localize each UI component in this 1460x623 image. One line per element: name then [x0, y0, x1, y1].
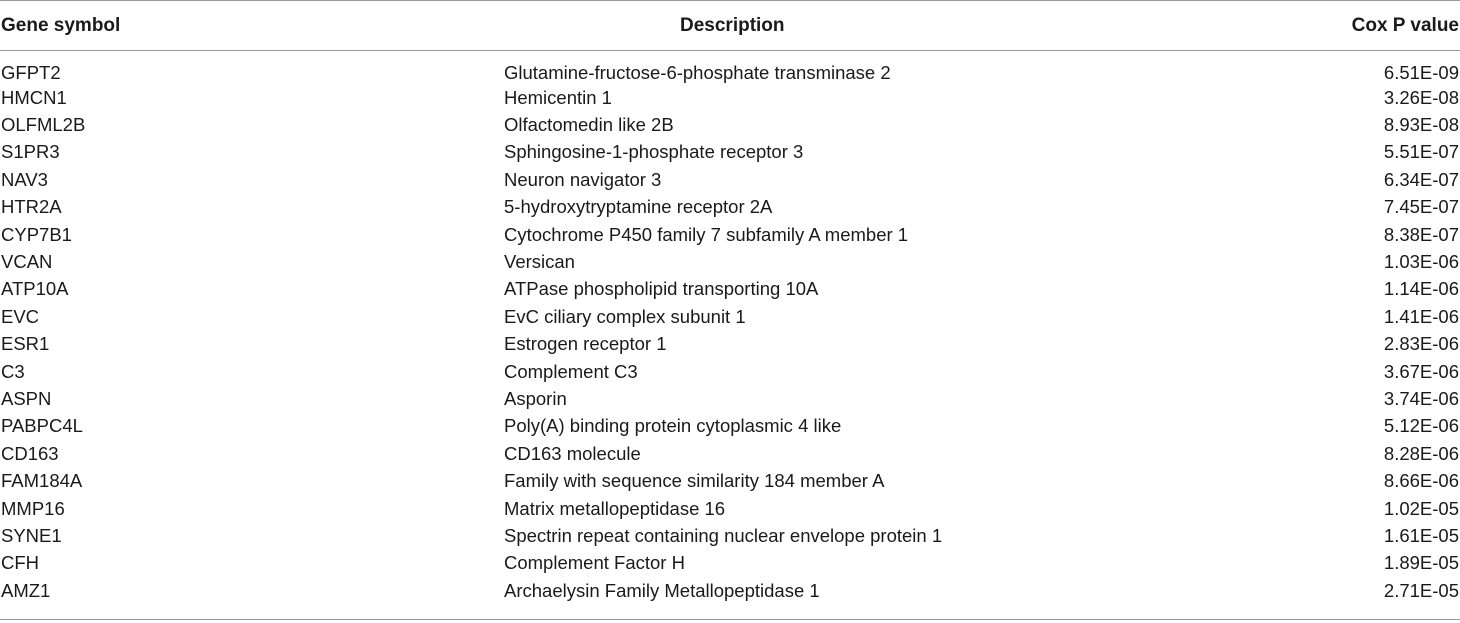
- header-description: Description: [680, 14, 785, 36]
- p-value-cell: 3.67E-06: [1383, 360, 1459, 382]
- description-cell: Versican: [504, 251, 575, 273]
- table-row: [0, 276, 1460, 303]
- table-row: [0, 413, 1460, 440]
- header-gene-symbol: Gene symbol: [1, 14, 121, 36]
- table-row: [0, 495, 1460, 522]
- header-row: [0, 1, 1460, 51]
- p-value-cell: 6.51E-09: [1383, 62, 1459, 83]
- description-cell: Archaelysin Family Metallopeptidase 1: [504, 579, 820, 601]
- gene-symbol-cell: EVC: [1, 305, 40, 327]
- p-value-cell: 5.12E-06: [1383, 415, 1459, 437]
- description-cell: Sphingosine-1-phosphate receptor 3: [504, 141, 804, 163]
- table-row: [0, 331, 1460, 358]
- gene-symbol-cell: CFH: [1, 552, 40, 574]
- gene-symbol-cell: HTR2A: [1, 196, 62, 218]
- description-cell: Estrogen receptor 1: [504, 333, 667, 355]
- gene-symbol-cell: OLFML2B: [1, 114, 86, 136]
- gene-symbol-cell: PABPC4L: [1, 415, 83, 437]
- p-value-cell: 2.71E-05: [1383, 579, 1459, 601]
- description-cell: Matrix metallopeptidase 16: [504, 497, 726, 519]
- gene-symbol-cell: C3: [1, 360, 25, 382]
- p-value-cell: 1.89E-05: [1383, 552, 1459, 574]
- table-row: [0, 139, 1460, 166]
- gene-symbol-cell: ATP10A: [1, 278, 69, 300]
- p-value-cell: 1.14E-06: [1383, 278, 1459, 300]
- p-value-cell: 8.28E-06: [1383, 442, 1459, 464]
- gene-symbol-cell: CD163: [1, 442, 59, 464]
- table-row: [0, 221, 1460, 248]
- description-cell: Spectrin repeat containing nuclear envelope protein 1: [504, 524, 943, 546]
- p-value-cell: 1.41E-06: [1383, 305, 1459, 327]
- description-cell: Hemicentin 1: [504, 86, 612, 108]
- p-value-cell: 1.03E-06: [1383, 251, 1459, 273]
- p-value-cell: 7.45E-07: [1383, 196, 1459, 218]
- gene-symbol-cell: NAV3: [1, 168, 48, 190]
- description-cell: Complement C3: [504, 360, 638, 382]
- p-value-cell: 6.34E-07: [1383, 168, 1459, 190]
- table-row: [0, 194, 1460, 221]
- gene-symbol-cell: AMZ1: [1, 579, 51, 601]
- table-row: [0, 522, 1460, 549]
- table-body: [0, 51, 1460, 605]
- p-value-cell: 1.02E-05: [1383, 497, 1459, 519]
- description-cell: Cytochrome P450 family 7 subfamily A member 1: [504, 223, 909, 245]
- table-row: [0, 467, 1460, 494]
- gene-symbol-cell: ASPN: [1, 387, 52, 409]
- description-cell: CD163 molecule: [504, 442, 641, 464]
- table-row: [0, 550, 1460, 577]
- description-cell: 5-hydroxytryptamine receptor 2A: [504, 196, 773, 218]
- table-header: [0, 1, 1460, 51]
- p-value-cell: 8.93E-08: [1383, 114, 1459, 136]
- description-cell: ATPase phospholipid transporting 10A: [504, 278, 819, 300]
- table-row: [0, 358, 1460, 385]
- gene-symbol-cell: HMCN1: [1, 86, 67, 108]
- p-value-cell: 5.51E-07: [1383, 141, 1459, 163]
- gene-symbol-cell: SYNE1: [1, 524, 62, 546]
- description-cell: Complement Factor H: [504, 552, 685, 574]
- description-cell: Neuron navigator 3: [504, 168, 662, 190]
- table-row: [0, 577, 1460, 604]
- gene-symbol-cell: ESR1: [1, 333, 50, 355]
- description-cell: Family with sequence similarity 184 member A: [504, 470, 885, 492]
- gene-symbol-cell: FAM184A: [1, 470, 83, 492]
- p-value-cell: 1.61E-05: [1383, 524, 1459, 546]
- description-cell: Poly(A) binding protein cytoplasmic 4 like: [504, 415, 842, 437]
- table-row: [0, 303, 1460, 330]
- p-value-cell: 3.74E-06: [1383, 387, 1459, 409]
- gene-symbol-cell: CYP7B1: [1, 223, 72, 245]
- gene-symbol-cell: GFPT2: [1, 62, 61, 83]
- p-value-cell: 8.38E-07: [1383, 223, 1459, 245]
- table-row: [0, 166, 1460, 193]
- table-row: [0, 248, 1460, 275]
- description-cell: Asporin: [504, 387, 567, 409]
- header-cox-p-value: Cox P value: [1351, 14, 1459, 36]
- description-cell: Glutamine-fructose-6-phosphate transminase 2: [504, 62, 891, 83]
- table-row: [0, 51, 1460, 85]
- gene-symbol-cell: VCAN: [1, 251, 53, 273]
- gene-symbol-cell: S1PR3: [1, 141, 60, 163]
- table-row: [0, 111, 1460, 138]
- table-row: [0, 84, 1460, 111]
- description-cell: EvC ciliary complex subunit 1: [504, 305, 746, 327]
- table-row: [0, 440, 1460, 467]
- table-row: [0, 385, 1460, 412]
- gene-symbol-cell: MMP16: [1, 497, 65, 519]
- p-value-cell: 2.83E-06: [1383, 333, 1459, 355]
- bottom-rule: [0, 619, 1460, 620]
- p-value-cell: 3.26E-08: [1383, 86, 1459, 108]
- p-value-cell: 8.66E-06: [1383, 470, 1459, 492]
- description-cell: Olfactomedin like 2B: [504, 114, 674, 136]
